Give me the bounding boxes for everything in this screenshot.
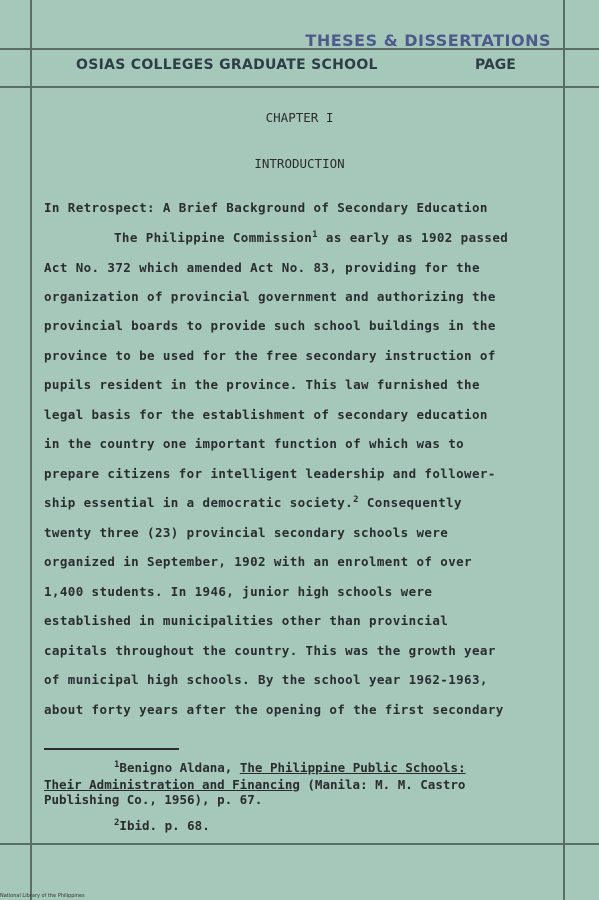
body-line: pupils resident in the province. This law furnished the	[44, 377, 480, 392]
body-line: capitals throughout the country. This was the growth year	[44, 643, 496, 658]
body-line: ship essential in a democratic society.$^2$ Consequently	[44, 495, 462, 511]
body-line: 1,400 students. In 1946, junior high schools were	[44, 584, 433, 599]
footer-rule	[0, 843, 599, 845]
body-line: province to be used for the free secondary instruction of	[44, 348, 496, 363]
footnote-1-line-2: Their Administration and Financing (Manila: M. M. Castro	[44, 777, 466, 792]
library-watermark: National Library of the Philippines	[0, 893, 85, 899]
body-line: established in municipalities other than provincial	[44, 613, 449, 628]
left-margin-rule	[30, 0, 32, 900]
body-line: Act No. 372 which amended Act No. 83, providing for the	[44, 260, 480, 275]
body-line: organization of provincial government and authorizing the	[44, 289, 496, 304]
footnote-1-line-1: $^1$Benigno Aldana, The Philippine Public Schools:	[114, 760, 466, 776]
body-line: twenty three (23) provincial secondary schools were	[44, 525, 449, 540]
body-line: in the country one important function of which was to	[44, 436, 465, 451]
section-heading: In Retrospect: A Brief Background of Secondary Education	[44, 200, 488, 215]
body-line: about forty years after the opening of the first secondary	[44, 702, 504, 717]
footnote-separator	[44, 748, 179, 750]
right-margin-rule	[563, 0, 565, 900]
page-label: PAGE	[475, 57, 516, 73]
body-line: of municipal high schools. By the school year 1962-1963,	[44, 672, 488, 687]
header-bottom-rule	[0, 86, 599, 88]
body-line: legal basis for the establishment of secondary education	[44, 407, 488, 422]
body-line: prepare citizens for intelligent leadership and follower-	[44, 466, 496, 481]
footnote-1-line-3: Publishing Co., 1956), p. 67.	[44, 792, 263, 807]
chapter-heading: CHAPTER I	[265, 110, 334, 125]
institution-name: OSIAS COLLEGES GRADUATE SCHOOL	[76, 57, 378, 73]
chapter-title: INTRODUCTION	[254, 156, 345, 171]
theses-stamp: THESES & DISSERTATIONS	[305, 31, 551, 50]
body-line: The Philippine Commission$^1$ as early as 1902 passed	[114, 230, 509, 246]
body-line: organized in September, 1902 with an enrolment of over	[44, 554, 472, 569]
body-line: provincial boards to provide such school buildings in the	[44, 318, 496, 333]
footnote-2: $^2$Ibid. p. 68.	[114, 818, 210, 834]
